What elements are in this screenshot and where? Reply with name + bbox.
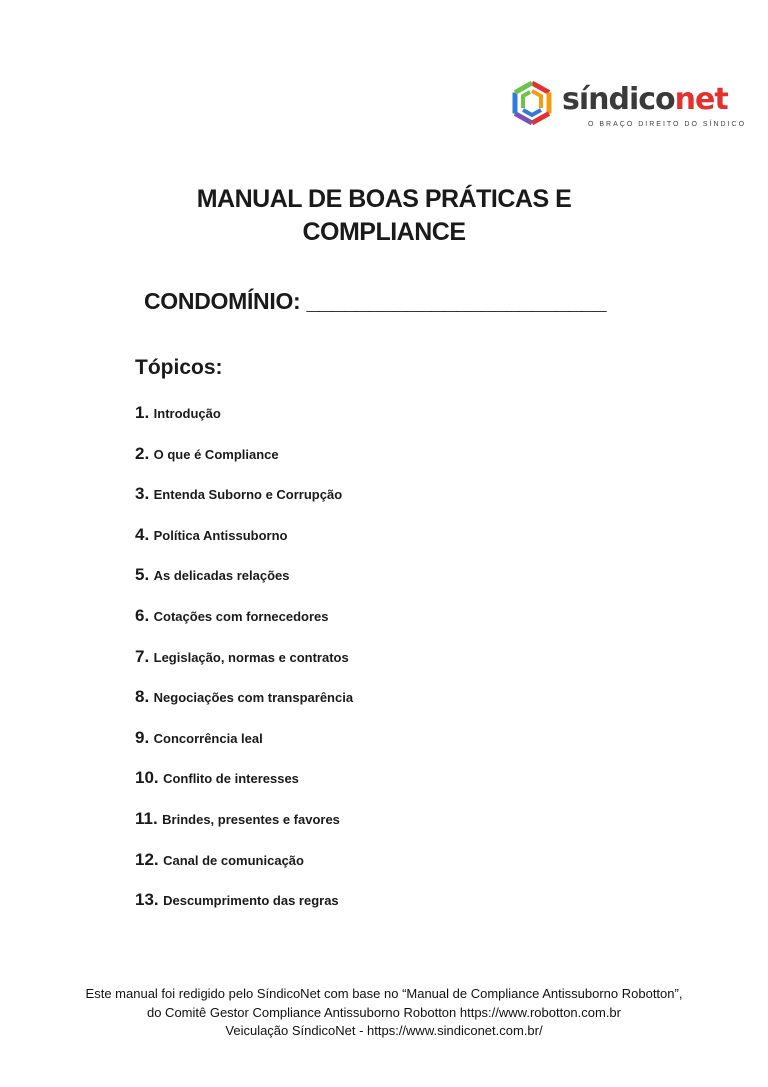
- condominium-field-label: CONDOMÍNIO: ________________________: [144, 288, 607, 314]
- topic-number: 13.: [135, 890, 159, 910]
- topic-text: Legislação, normas e contratos: [153, 649, 349, 665]
- title-line-1: MANUAL DE BOAS PRÁTICAS E: [196, 185, 572, 213]
- topic-number: 5.: [135, 565, 150, 585]
- topic-text: Cotações com fornecedores: [153, 608, 329, 624]
- topic-item: [135, 563, 353, 604]
- topic-text: Negociações com transparência: [153, 690, 354, 706]
- topic-text: Concorrência leal: [153, 730, 263, 746]
- brand-tagline: O BRAÇO DIREITO DO SÍNDICO: [588, 121, 747, 128]
- topics-list: [135, 401, 353, 929]
- topic-text: As delicadas relações: [153, 568, 290, 584]
- document-title: [100, 183, 668, 249]
- topic-number: 8.: [135, 687, 150, 707]
- topic-number: 6.: [135, 605, 150, 625]
- topic-item: [135, 888, 353, 929]
- footer-line-3: Veiculação SíndicoNet - https://www.sindiconet.com.br/: [225, 1023, 543, 1038]
- topic-number: 2.: [135, 443, 150, 463]
- topic-text: Canal de comunicação: [163, 852, 304, 868]
- topic-item: [135, 401, 353, 442]
- topic-item: [135, 766, 353, 807]
- topic-number: 10.: [135, 768, 159, 788]
- sindiconet-logo: [510, 80, 747, 136]
- footer-line-2: do Comitê Gestor Compliance Antissuborno Robotton https://www.robotton.com.br: [146, 1004, 621, 1020]
- topic-number: 11.: [135, 808, 158, 828]
- topic-number: 7.: [135, 646, 150, 666]
- brand-wordmark: [562, 82, 728, 118]
- brand-name-part2: net: [674, 82, 728, 117]
- topic-number: 1.: [135, 403, 150, 422]
- topic-text: Brindes, presentes e favores: [162, 811, 340, 827]
- topic-item: [135, 604, 353, 645]
- topic-item: [135, 482, 353, 523]
- footer-line-1: Este manual foi redigido pelo SíndicoNet com base no “Manual de Compliance Antissuborno Robotton”,: [85, 986, 683, 1001]
- topic-item: [135, 685, 353, 726]
- topic-item: [135, 726, 353, 767]
- topic-number: 12.: [135, 849, 159, 869]
- topic-text: Política Antissuborno: [153, 527, 288, 543]
- topic-number: 4.: [135, 524, 150, 544]
- topic-text: Introdução: [153, 406, 221, 421]
- hexagon-logo-icon: [510, 80, 554, 126]
- topic-item: [135, 645, 353, 686]
- footer-credits: [20, 985, 748, 1041]
- topic-item: [135, 848, 353, 889]
- topic-item: [135, 523, 353, 564]
- topics-heading: Tópicos:: [135, 356, 223, 379]
- topic-number: 3.: [135, 484, 150, 504]
- topic-number: 9.: [135, 727, 150, 747]
- topic-text: O que é Compliance: [153, 446, 279, 462]
- topic-item: [135, 442, 353, 483]
- brand-name-part1: síndico: [562, 82, 675, 117]
- topic-text: Conflito de interesses: [163, 771, 299, 787]
- topic-text: Descumprimento das regras: [163, 893, 339, 909]
- topic-item: [135, 807, 353, 848]
- title-line-2: COMPLIANCE: [302, 218, 466, 246]
- topic-text: Entenda Suborno e Corrupção: [153, 487, 343, 503]
